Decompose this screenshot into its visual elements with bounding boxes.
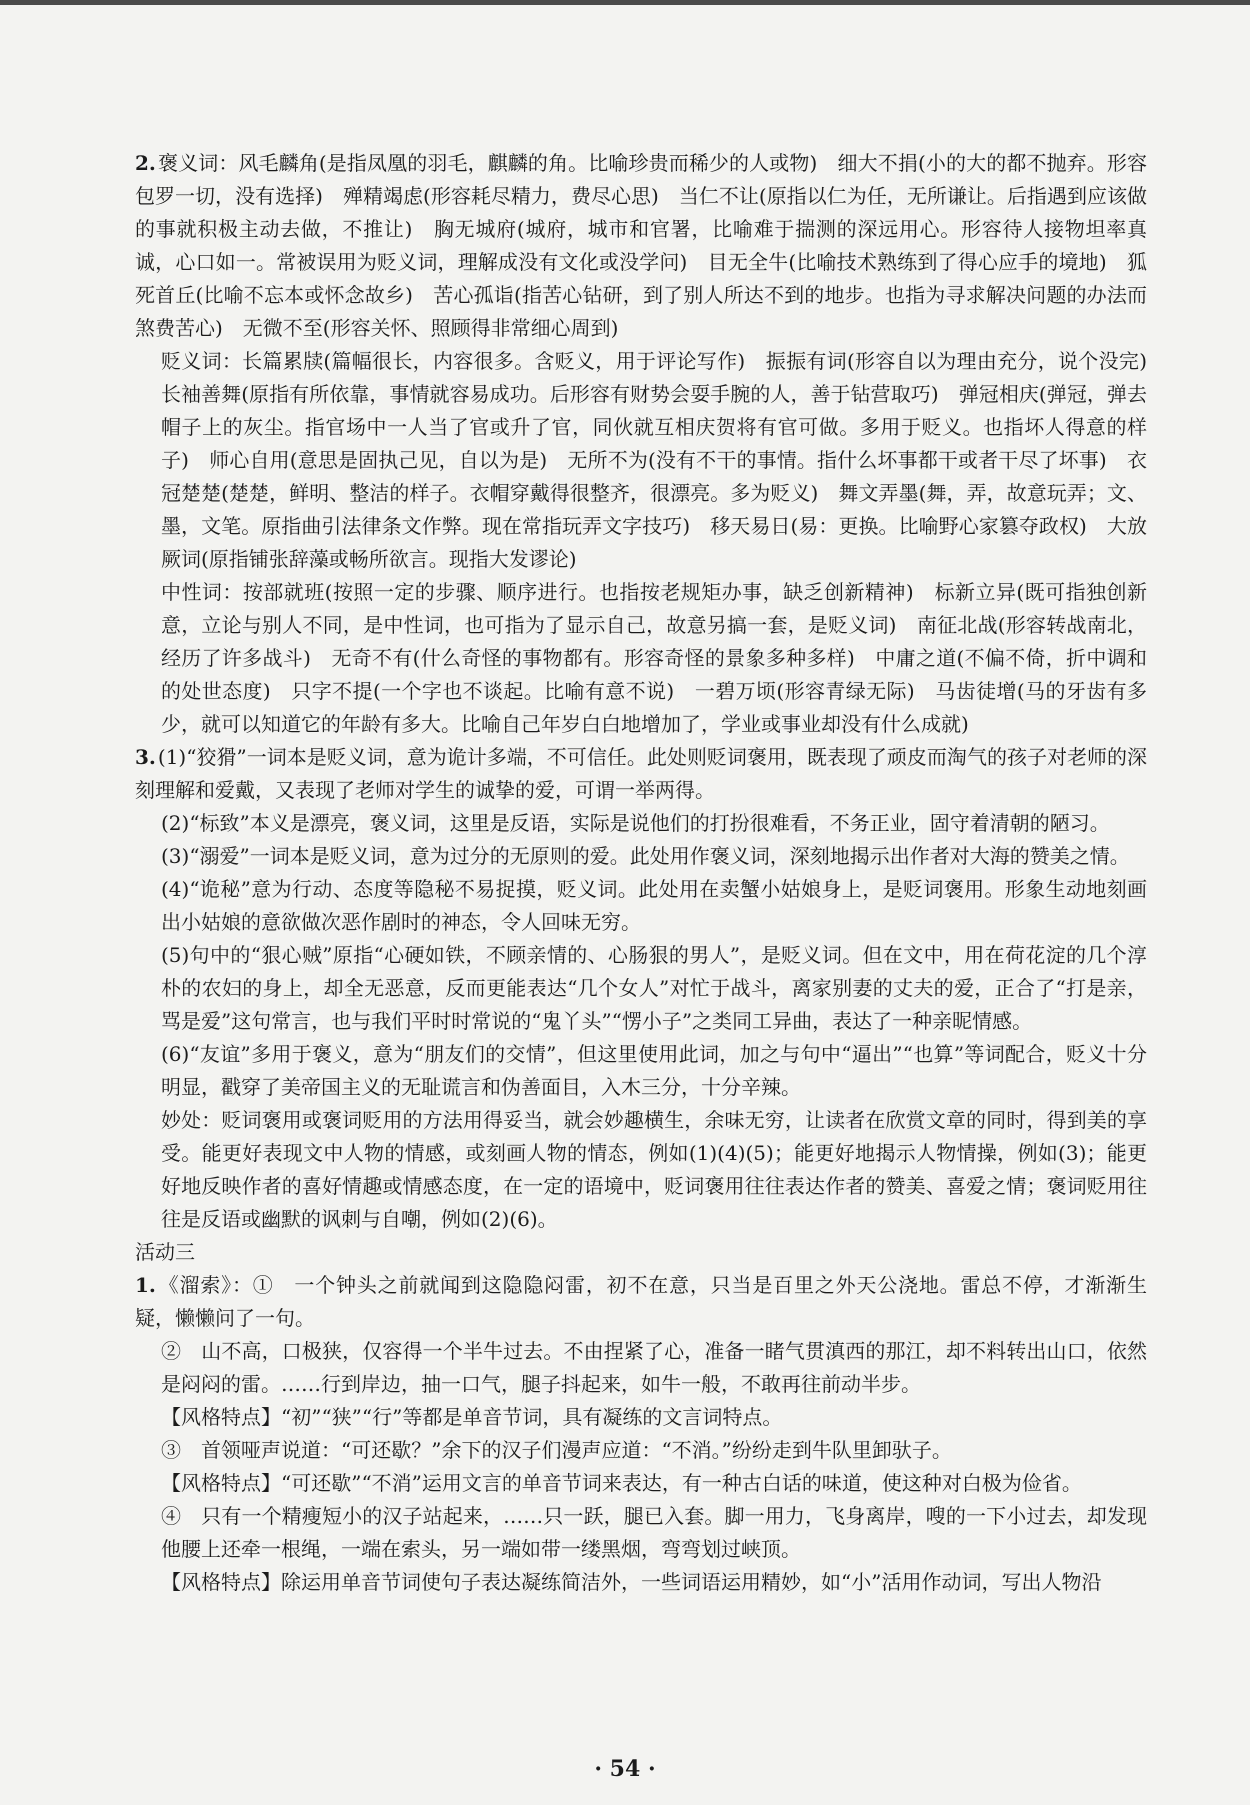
item-3-line-6: (6)“友谊”多用于褒义，意为“朋友们的交情”，但这里使用此词，加之与句中“逼出”“也算”等词配合，贬义十分明显，戳穿了美帝国主义的无耻谎言和伪善面目，入木三分，十分辛辣。	[161, 1042, 1147, 1099]
activity-line-4: ③ 首领哑声说道：“可还歇？”余下的汉子们漫声应道：“不消。”纷纷走到牛队里卸驮子。	[161, 1438, 952, 1462]
item-2-negative: 贬义词：长篇累牍(篇幅很长，内容很多。含贬义，用于评论写作) 振振有词(形容自以为理由充分，说个没完) 长袖善舞(原指有所依靠，事情就容易成功。后形容有财势会耍手腕的人，善于钻营取巧) 弹冠相庆(弹冠，弹去帽子上的灰尘。指官场中一人当了官或升了官，同伙就互相庆贺将有官可做。多用于贬义。也指坏人得意的样子) 师心自用(意思是固执己见，自以为是) 无所不为(没有不干的事情。指什么坏事都干或者干尽了坏事) 衣冠楚楚(楚楚，鲜明、整洁的样子。衣帽穿戴得很整齐，很漂亮。多为贬义) 舞文弄墨(舞，弄，故意玩弄；文、墨，文笔。原指曲引法律条文作弊。现在常指玩弄文字技巧) 移天易日(易：更换。比喻野心家篡夺政权) 大放厥词(原指铺张辞藻或畅所欲言。现指大发谬论)	[161, 349, 1167, 571]
answer-item-3	[135, 741, 1147, 1236]
item-number: 1.	[135, 1273, 156, 1297]
item-2-neutral: 中性词：按部就班(按照一定的步骤、顺序进行。也指按老规矩办事，缺乏创新精神) 标新立异(既可指独创新意，立论与别人不同，是中性词，也可指为了显示自己，故意另搞一套，是贬义词) 南征北战(形容转战南北，经历了许多战斗) 无奇不有(什么奇怪的事物都有。形容奇怪的景象多种多样) 中庸之道(不偏不倚，折中调和的处世态度) 只字不提(一个字也不谈起。比喻有意不说) 一碧万顷(形容青绿无际) 马齿徒增(马的牙齿有多少，就可以知道它的年龄有多大。比喻自己年岁白白地增加了，学业或事业却没有什么成就)	[161, 580, 1147, 736]
activity-line-6: ④ 只有一个精瘦短小的汉子站起来，……只一跃，腿已入套。脚一用力，飞身离岸，嗖的一下小过去，却发现他腰上还牵一根绳，一端在索头，另一端如带一缕黑烟，弯弯划过峡顶。	[161, 1504, 1147, 1561]
item-2-positive	[135, 147, 1147, 345]
activity-line-7: 【风格特点】除运用单音节词使句子表达凝练简洁外，一些词语运用精妙，如“小”活用作动词，写出人物沿	[161, 1570, 1102, 1594]
item-number: 2.	[135, 151, 156, 175]
activity-line-2: ② 山不高，口极狭，仅容得一个半牛过去。不由捏紧了心，准备一睹气贯滇西的那江，却不料转出山口，依然是闷闷的雷。……行到岸边，抽一口气，腿子抖起来，如牛一般，不敢再往前动半步。	[161, 1339, 1147, 1396]
activity-line-3: 【风格特点】“初”“狭”“行”等都是单音节词，具有凝练的文言词特点。	[161, 1405, 783, 1429]
item-number: 3.	[135, 745, 156, 769]
activity-3-item-1	[135, 1269, 1147, 1599]
activity-line-1	[135, 1269, 1147, 1335]
positive-words-text: 褒义词：风毛麟角(是指凤凰的羽毛，麒麟的角。比喻珍贵而稀少的人或物) 细大不捐(小的大的都不抛弃。形容包罗一切，没有选择) 殚精竭虑(形容耗尽精力，费尽心思) 当仁不让(原指以仁为任，无所谦让。后指遇到应该做的事就积极主动去做，不推让) 胸无城府(城府，城市和官署，比喻难于揣测的深远用心。形容待人接物坦率真诚，心口如一。常被误用为贬义词，理解成没有文化或没学问) 目无全牛(比喻技术熟练到了得心应手的境地) 狐死首丘(比喻不忘本或怀念故乡) 苦心孤诣(指苦心钻研，到了别人所达不到的地步。也指为寻求解决问题的办法而煞费苦心) 无微不至(形容关怀、照顾得非常细心周到)	[135, 151, 1147, 340]
item-3-line-2: (2)“标致”本义是漂亮，褒义词，这里是反语，实际是说他们的打扮很难看，不务正业，固守着清朝的陋习。	[161, 811, 1110, 835]
item-3-summary: 妙处：贬词褒用或褒词贬用的方法用得妥当，就会妙趣横生，余味无穷，让读者在欣赏文章的同时，得到美的享受。能更好表现文中人物的情感，或刻画人物的情态，例如(1)(4)(5)；能更好地揭示人物情操，例如(3)；能更好地反映作者的喜好情趣或情感态度，在一定的语境中，贬词褒用往往表达作者的赞美、喜爱之情；褒词贬用往往是反语或幽默的讽刺与自嘲，例如(2)(6)。	[161, 1108, 1147, 1231]
page-number: · 54 ·	[594, 1756, 656, 1782]
section-heading: 活动三	[135, 1240, 195, 1264]
answer-item-2	[135, 147, 1167, 741]
item-3-line-3: (3)“溺爱”一词本是贬义词，意为过分的无原则的爱。此处用作褒义词，深刻地揭示出作者对大海的赞美之情。	[161, 844, 1130, 868]
item-3-line-4: (4)“诡秘”意为行动、态度等隐秘不易捉摸，贬义词。此处用在卖蟹小姑娘身上，是贬词褒用。形象生动地刻画出小姑娘的意欲做次恶作剧时的神态，令人回味无穷。	[161, 877, 1147, 934]
page-content	[135, 147, 1167, 1599]
activity-line-5: 【风格特点】“可还歇”“不消”运用文言的单音节词来表达，有一种古白话的味道，使这种对白极为俭省。	[161, 1471, 1082, 1495]
item-3-line-1	[135, 741, 1147, 807]
activity-text: 《溜索》：① 一个钟头之前就闻到这隐隐闷雷，初不在意，只当是百里之外天公浇地。雷总不停，才渐渐生疑，懒懒问了一句。	[135, 1273, 1147, 1330]
item-3-text: (1)“狡猾”一词本是贬义词，意为诡计多端，不可信任。此处则贬词褒用，既表现了顽皮而淘气的孩子对老师的深刻理解和爱戴，又表现了老师对学生的诚挚的爱，可谓一举两得。	[135, 745, 1147, 802]
scan-top-edge	[0, 0, 1250, 5]
item-3-line-5: (5)句中的“狠心贼”原指“心硬如铁，不顾亲情的、心肠狠的男人”，是贬义词。但在文中，用在荷花淀的几个淳朴的农妇的身上，却全无恶意，反而更能表达“几个女人”对忙于战斗，离家别妻的丈夫的爱，正合了“打是亲，骂是爱”这句常言，也与我们平时时常说的“鬼丫头”“愣小子”之类同工异曲，表达了一种亲昵情感。	[161, 943, 1147, 1033]
